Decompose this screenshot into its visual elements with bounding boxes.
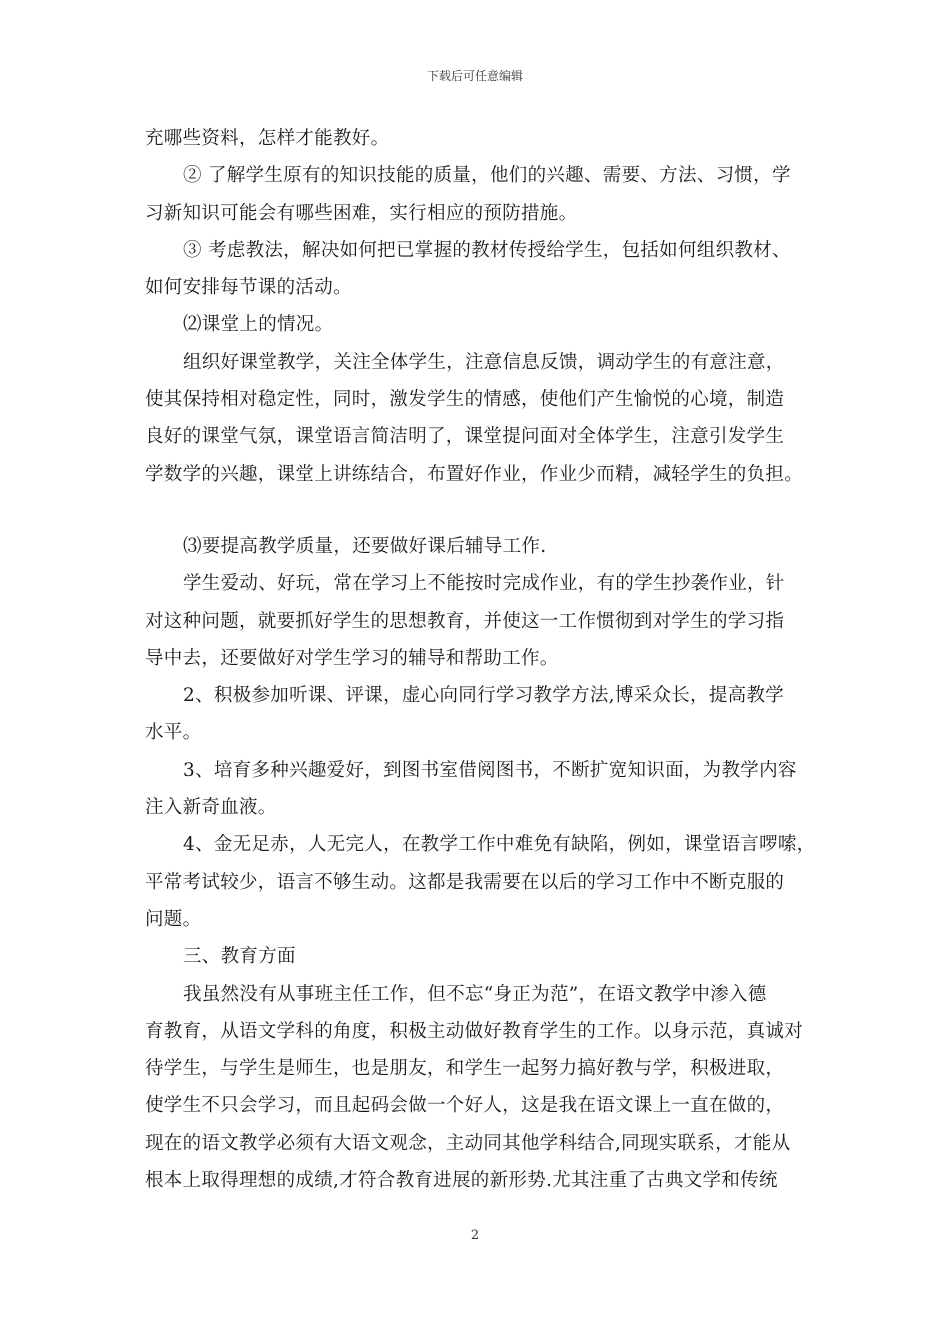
text-line: 现在的语文教学必须有大语文观念，主动同其他学科结合,同现实联系，才能从 <box>145 1132 791 1154</box>
text-line: 使其保持相对稳定性，同时，激发学生的情感，使他们产生愉悦的心境，制造 <box>145 389 785 411</box>
text-line: 注入新奇血液。 <box>145 797 277 819</box>
text-line: 3、培育多种兴趣爱好，到图书室借阅图书，不断扩宽知识面，为教学内容 <box>183 759 797 781</box>
text-line: 组织好课堂教学，关注全体学生，注意信息反馈，调动学生的有意注意， <box>183 351 785 373</box>
text-line: 使学生不只会学习，而且起码会做一个好人，这是我在语文课上一直在做的， <box>145 1095 785 1117</box>
text-line: 导中去，还要做好对学生学习的辅导和帮助工作。 <box>145 647 559 669</box>
text-line: 如何安排每节课的活动。 <box>145 277 352 299</box>
text-line: 4、金无足赤，人无完人，在教学工作中难免有缺陷，例如，课堂语言啰嗦， <box>183 834 816 856</box>
text-line: 习新知识可能会有哪些困难，实行相应的预防措施。 <box>145 202 578 224</box>
text-line: ③ 考虑教法，解决如何把已掌握的教材传授给学生，包括如何组织教材、 <box>183 239 791 261</box>
paragraph-gap <box>145 493 825 528</box>
text-line: 良好的课堂气氛，课堂语言简洁明了，课堂提问面对全体学生，注意引发学生 <box>145 426 785 448</box>
text-line: 学数学的兴趣，课堂上讲练结合，布置好作业，作业少而精，减轻学生的负担。 <box>145 463 804 485</box>
text-line: 我虽然没有从事班主任工作，但不忘“身正为范”，在语文教学中渗入德 <box>183 983 767 1005</box>
page-header: 下载后可任意编辑 <box>426 69 523 83</box>
section-heading: 三、教育方面 <box>183 946 296 968</box>
text-line: 2、积极参加听课、评课，虚心向同行学习教学方法,博采众长，提高教学 <box>183 685 785 707</box>
document-body <box>145 120 825 1199</box>
text-line: 待学生，与学生是师生，也是朋友，和学生一起努力搞好教与学，积极进取， <box>145 1058 785 1080</box>
text-line: 问题。 <box>145 908 202 930</box>
text-line: ⑶要提高教学质量，还要做好课后辅导工作. <box>183 535 547 557</box>
text-line: 平常考试较少，语言不够生动。这都是我需要在以后的学习工作中不断克服的 <box>145 871 785 893</box>
text-line: ⑵课堂上的情况。 <box>183 314 334 336</box>
text-line: 根本上取得理想的成绩,才符合教育进展的新形势.尤其注重了古典文学和传统 <box>145 1170 778 1192</box>
text-line: 育教育，从语文学科的角度，积极主动做好教育学生的工作。以身示范，真诚对 <box>145 1020 804 1042</box>
text-line: 充哪些资料，怎样才能教好。 <box>145 128 390 149</box>
text-line: 对这种问题，就要抓好学生的思想教育，并使这一工作惯彻到对学生的学习指 <box>145 610 785 632</box>
text-line: 学生爱动、好玩，常在学习上不能按时完成作业，有的学生抄袭作业，针 <box>183 573 785 595</box>
text-line: ② 了解学生原有的知识技能的质量，他们的兴趣、需要、方法、习惯，学 <box>183 165 791 187</box>
page-number: 2 <box>470 1228 480 1243</box>
text-line: 水平。 <box>145 722 202 744</box>
